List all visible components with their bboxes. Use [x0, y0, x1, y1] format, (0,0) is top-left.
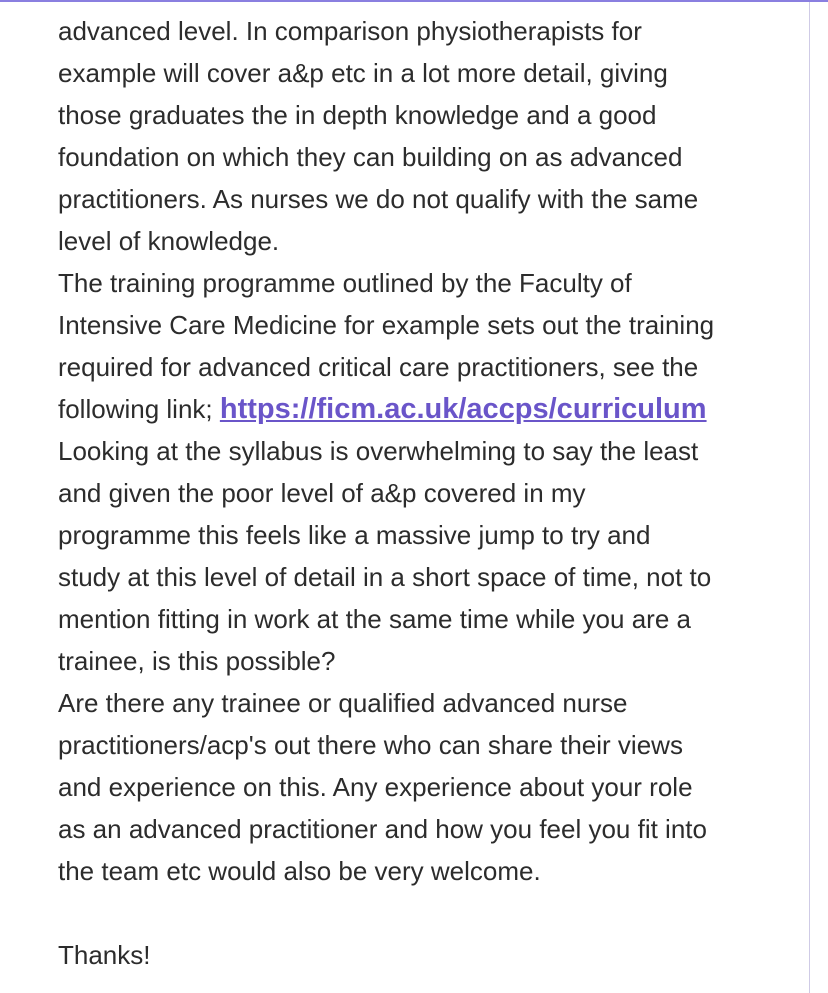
post-line: those graduates the in depth knowledge and a good — [58, 100, 657, 130]
post-line: foundation on which they can building on as advanced — [58, 142, 683, 172]
post-line: trainee, is this possible? — [58, 646, 336, 676]
paragraph-gap — [58, 892, 798, 934]
link-prefix: following link; — [58, 394, 220, 424]
post-line: level of knowledge. — [58, 226, 280, 256]
post-line: mention fitting in work at the same time while you are a — [58, 604, 691, 634]
post-line: as an advanced practitioner and how you feel you fit into — [58, 814, 707, 844]
post-line: practitioners/acp's out there who can share their views — [58, 730, 683, 760]
signoff: Thanks! — [58, 940, 151, 970]
post-content — [58, 10, 798, 976]
post-line: and experience on this. Any experience about your role — [58, 772, 693, 802]
curriculum-link[interactable]: https://ficm.ac.uk/accps/curriculum — [219, 393, 707, 425]
post-line: Intensive Care Medicine for example sets out the training — [58, 310, 715, 340]
link-line — [58, 388, 798, 430]
post-line: study at this level of detail in a short space of time, not to — [58, 562, 712, 592]
post-line: The training programme outlined by the Faculty of — [58, 268, 632, 298]
post-line: required for advanced critical care practitioners, see the — [58, 352, 699, 382]
post-body — [0, 2, 810, 993]
post-line: practitioners. As nurses we do not qualify with the same — [58, 184, 699, 214]
post-line: and given the poor level of a&p covered in my — [58, 478, 586, 508]
post-line: Are there any trainee or qualified advanced nurse — [58, 688, 628, 718]
post-line: example will cover a&p etc in a lot more detail, giving — [58, 58, 668, 88]
post-line: the team etc would also be very welcome. — [58, 856, 541, 886]
post-line: programme this feels like a massive jump to try and — [58, 520, 651, 550]
post-line: advanced level. In comparison physiotherapists for — [58, 16, 642, 46]
post-line: Looking at the syllabus is overwhelming to say the least — [58, 436, 699, 466]
